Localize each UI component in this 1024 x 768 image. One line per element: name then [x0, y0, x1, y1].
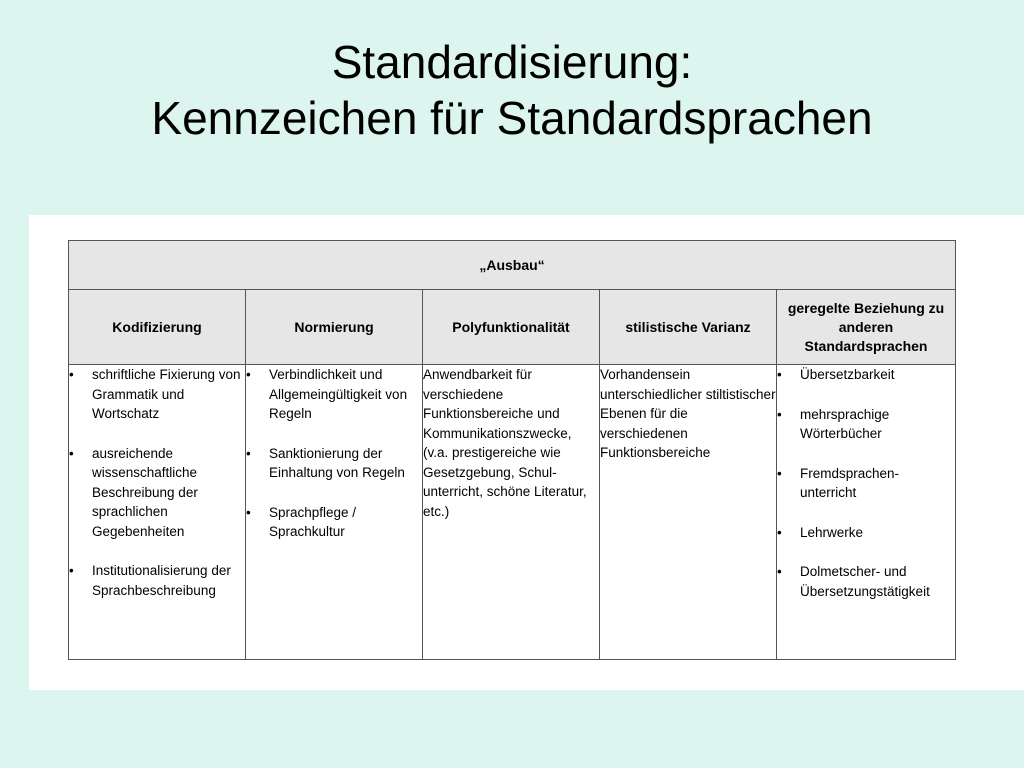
list-item: • ausreichende wissenschaftliche Beschreibung der sprachlichen Gegebenheiten — [69, 444, 245, 542]
list-item: • schriftliche Fixierung von Grammatik und Wortschatz — [69, 365, 245, 424]
list-item: • mehrsprachige Wörterbücher — [777, 405, 955, 444]
list-item: • Lehrwerke — [777, 523, 955, 543]
title-line-1: Standardisierung: — [331, 36, 693, 88]
list-item: • Verbindlichkeit und Allgemeingültigkeit von Regeln — [246, 365, 422, 424]
beziehung-list — [777, 365, 955, 601]
list-item: • Übersetzbarkeit — [777, 365, 955, 385]
column-header-stilistische-varianz: stilistische Varianz — [600, 290, 777, 365]
ausbau-table — [68, 240, 956, 660]
stilistische-varianz-text: Vorhandensein unterschiedlicher stiltistischer Ebenen für die verschiedenen Funktionsbereiche — [600, 367, 776, 460]
list-item: • Sanktionierung der Einhaltung von Regeln — [246, 444, 422, 483]
table-panel — [29, 215, 1024, 690]
column-header-normierung: Normierung — [246, 290, 423, 365]
title-line-2: Kennzeichen für Standardsprachen — [151, 92, 873, 144]
column-header-geregelte-beziehung: geregelte Beziehung zu anderen Standardsprachen — [777, 290, 956, 365]
kodifizierung-list — [69, 365, 245, 600]
polyfunktionalitaet-text: Anwendbarkeit für verschiedene Funktionsbereiche und Kommunikationszwecke, (v.a. prestigereiche wie Gesetzgebung, Schul-unterricht, schöne Literatur, etc.) — [423, 367, 587, 519]
cell-geregelte-beziehung — [777, 365, 956, 660]
table-header-ausbau: „Ausbau“ — [69, 241, 956, 290]
list-item: • Institutionalisierung der Sprachbeschreibung — [69, 561, 245, 600]
normierung-list — [246, 365, 422, 542]
cell-kodifizierung — [69, 365, 246, 660]
list-item: • Fremdsprachen-unterricht — [777, 464, 955, 503]
cell-normierung — [246, 365, 423, 660]
slide-title — [0, 34, 1024, 146]
cell-stilistische-varianz — [600, 365, 777, 660]
list-item: • Sprachpflege / Sprachkultur — [246, 503, 422, 542]
column-header-kodifizierung: Kodifizierung — [69, 290, 246, 365]
column-header-polyfunktionalitaet: Polyfunktionalität — [423, 290, 600, 365]
list-item: • Dolmetscher- und Übersetzungstätigkeit — [777, 562, 955, 601]
cell-polyfunktionalitaet — [423, 365, 600, 660]
